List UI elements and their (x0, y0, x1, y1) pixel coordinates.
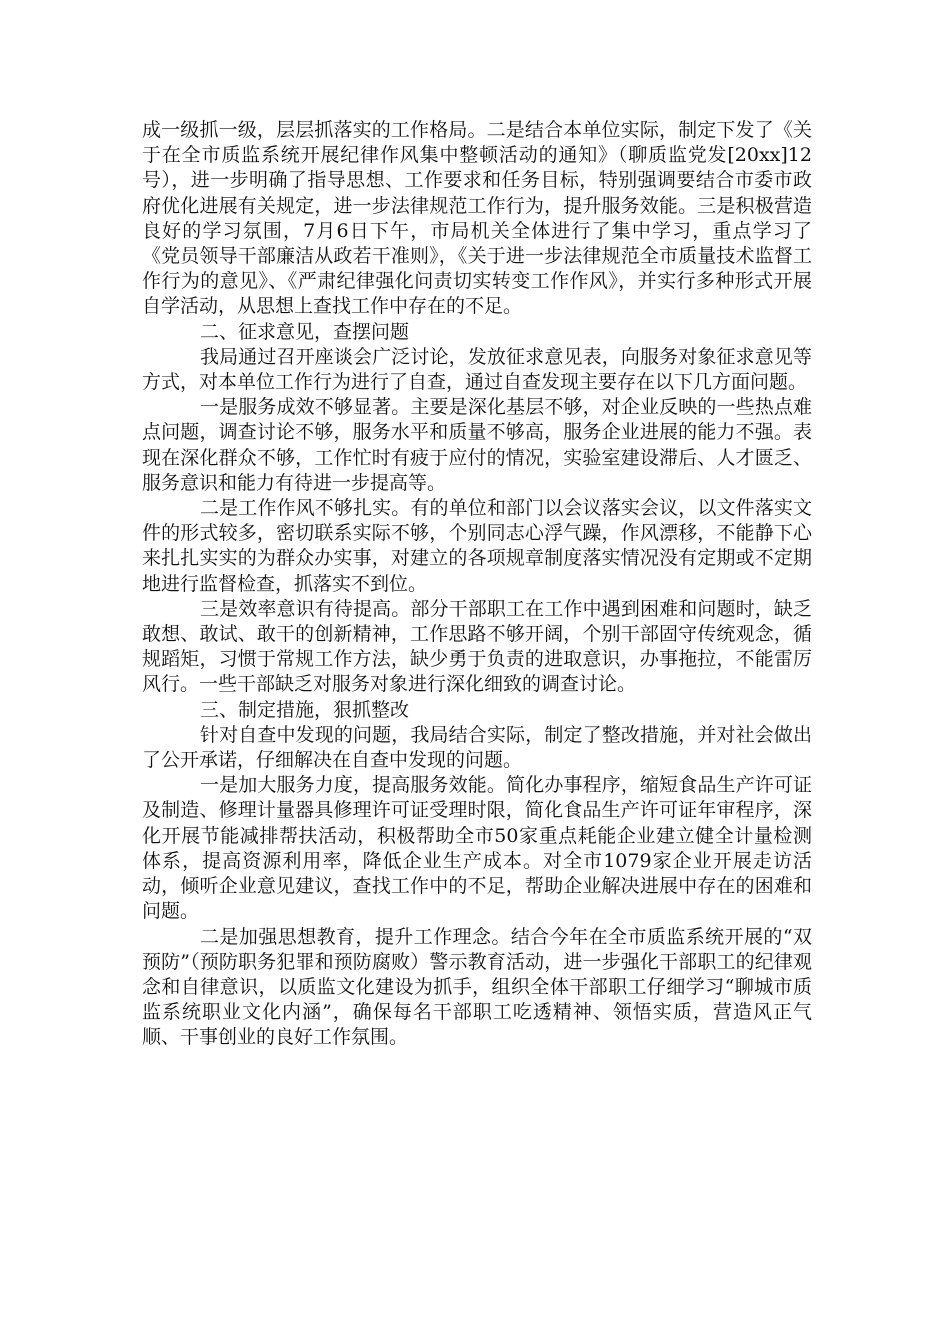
document-body (142, 118, 812, 1051)
paragraph: 针对自查中发现的问题，我局结合实际，制定了整改措施，并对社会做出了公开承诺，仔细解决在自查中发现的问题。 (142, 723, 812, 772)
paragraph: 二是加强思想教育，提升工作理念。结合今年在全市质监系统开展的“双预防”（预防职务犯罪和预防腐败）警示教育活动，进一步强化干部职工的纪律观念和自律意识，以质监文化建设为抓手，组织全体干部职工仔细学习“聊城市质监系统职业文化内涵”，确保每名干部职工吃透精神、领悟实质，营造风正气顺、干事创业的良好工作氛围。 (142, 925, 812, 1049)
paragraph: 一是服务成效不够显著。主要是深化基层不够，对企业反映的一些热点难点问题，调查讨论不够，服务水平和质量不够高，服务企业进展的能力不强。表现在深化群众不够，工作忙时有疲于应付的情况，实验室建设滞后、人才匮乏、服务意识和能力有待进一步提高等。 (142, 396, 812, 494)
paragraph: 我局通过召开座谈会广泛讨论，发放征求意见表，向服务对象征求意见等方式，对本单位工作行为进行了自查，通过自查发现主要存在以下几方面问题。 (142, 345, 812, 394)
paragraph: 二是工作作风不够扎实。有的单位和部门以会议落实会议，以文件落实文件的形式较多，密切联系实际不够，个别同志心浮气躁，作风漂移，不能静下心来扎扎实实的为群众办实事，对建立的各项规章制度落实情况没有定期或不定期地进行监督检查，抓落实不到位。 (142, 497, 812, 595)
paragraph: 一是加大服务力度，提高服务效能。简化办事程序，缩短食品生产许可证及制造、修理计量器具修理许可证受理时限，简化食品生产许可证年审程序，深化开展节能减排帮扶活动，积极帮助全市50家重点耗能企业建立健全计量检测体系，提高资源利用率，降低企业生产成本。对全市1079家企业开展走访活动，倾听企业意见建议，查找工作中的不足，帮助企业解决进展中存在的困难和问题。 (142, 774, 812, 923)
section-heading-2: 二、征求意见，查摆问题 (200, 320, 410, 343)
paragraph-continuation: 成一级抓一级，层层抓落实的工作格局。二是结合本单位实际，制定下发了《关于在全市质监系统开展纪律作风集中整顿活动的通知》（聊质监党发[20xx]12号），进一步明确了指导思想、工作要求和任务目标，特别强调要结合市委市政府优化进展有关规定，进一步法律规范工作行为，提升服务效能。三是积极营造良好的学习氛围，7月6日下午，市局机关全体进行了集中学习，重点学习了《党员领导干部廉洁从政若干准则》，《关于进一步法律规范全市质量技术监督工作行为的意见》、《严肃纪律强化问责切实转变工作作风》，并实行多种形式开展自学活动，从思想上查找工作中存在的不足。 (142, 119, 812, 318)
section-heading-3: 三、制定措施，狠抓整改 (200, 698, 410, 721)
paragraph: 三是效率意识有待提高。部分干部职工在工作中遇到困难和问题时，缺乏敢想、敢试、敢干的创新精神，工作思路不够开阔，个别干部固守传统观念，循规蹈矩，习惯于常规工作方法，缺少勇于负责的进取意识，办事拖拉，不能雷厉风行。一些干部缺乏对服务对象进行深化细致的调查讨论。 (142, 597, 812, 696)
